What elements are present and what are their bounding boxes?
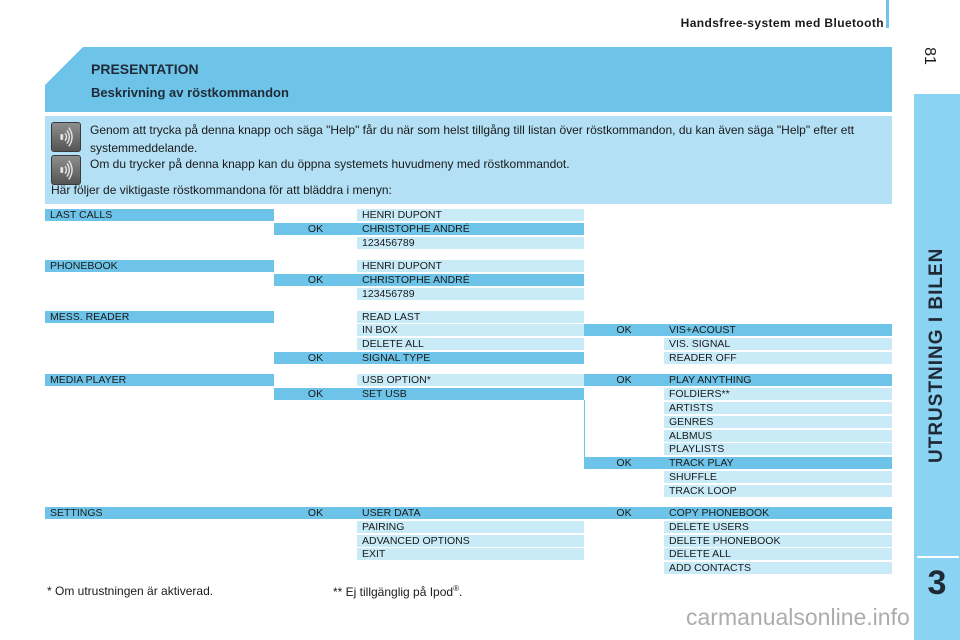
menu-item: SIGNAL TYPE bbox=[357, 352, 584, 364]
submenu-item: VIS. SIGNAL bbox=[664, 338, 892, 350]
ok-label: OK bbox=[584, 324, 664, 336]
connector-line bbox=[584, 400, 585, 458]
ok-label: OK bbox=[584, 374, 664, 386]
submenu-item: PLAY ANYTHING bbox=[664, 374, 892, 386]
menu-item: READ LAST bbox=[357, 311, 584, 323]
submenu-item: ARTISTS bbox=[664, 402, 892, 414]
submenu-item: PLAYLISTS bbox=[664, 443, 892, 455]
menu-item: CHRISTOPHE ANDRÉ bbox=[357, 223, 584, 235]
footnote-equipment: * Om utrustningen är aktiverad. bbox=[47, 584, 214, 598]
menu-item: 123456789 bbox=[357, 288, 584, 300]
footnote-ipod-end: . bbox=[459, 585, 463, 599]
menu-item: SET USB bbox=[357, 388, 584, 400]
submenu-item: FOLDIERS** bbox=[664, 388, 892, 400]
submenu-item: ALBMUS bbox=[664, 430, 892, 442]
submenu-item: DELETE USERS bbox=[664, 521, 892, 533]
menu-label-mess-reader: MESS. READER bbox=[45, 311, 274, 323]
menu-item: HENRI DUPONT bbox=[357, 209, 584, 221]
section-title: PRESENTATION bbox=[91, 61, 199, 77]
menu-label-phonebook: PHONEBOOK bbox=[45, 260, 274, 272]
menu-item: HENRI DUPONT bbox=[357, 260, 584, 272]
menu-item: IN BOX bbox=[357, 324, 584, 336]
submenu-item: TRACK LOOP bbox=[664, 485, 892, 497]
ok-label: OK bbox=[274, 352, 357, 364]
sidebar-divider bbox=[917, 556, 959, 558]
header-rule bbox=[886, 0, 889, 28]
watermark: carmanualsonline.info bbox=[686, 604, 910, 630]
submenu-item: VIS+ACOUST bbox=[664, 324, 892, 336]
page-number: 81 bbox=[921, 47, 938, 65]
menu-item: 123456789 bbox=[357, 237, 584, 249]
menu-label-media-player: MEDIA PLAYER bbox=[45, 374, 274, 386]
registered-mark: ® bbox=[453, 584, 459, 593]
chapter-sidebar bbox=[914, 94, 960, 640]
menu-label-settings: SETTINGS bbox=[45, 507, 274, 519]
footnote-ipod bbox=[333, 584, 462, 599]
page-header-title: Handsfree-system med Bluetooth bbox=[680, 16, 884, 30]
intro-menu-text: Om du trycker på denna knapp kan du öppna systemets huvudmeny med röstkommandot. bbox=[90, 157, 570, 171]
footnote-ipod-text: ** Ej tillgänglig på Ipod bbox=[333, 585, 454, 599]
ok-label: OK bbox=[274, 223, 357, 235]
menu-item: CHRISTOPHE ANDRÉ bbox=[357, 274, 584, 286]
menu-item: PAIRING bbox=[357, 521, 584, 533]
menu-item: DELETE ALL bbox=[357, 338, 584, 350]
chapter-title: UTRUSTNING I BILEN bbox=[926, 247, 947, 463]
menu-label-last-calls: LAST CALLS bbox=[45, 209, 274, 221]
submenu-item: ADD CONTACTS bbox=[664, 562, 892, 574]
submenu-item: COPY PHONEBOOK bbox=[664, 507, 892, 519]
submenu-item: READER OFF bbox=[664, 352, 892, 364]
section-subtitle: Beskrivning av röstkommandon bbox=[91, 85, 289, 100]
intro-help-text: Genom att trycka på denna knapp och säga "Help" får du när som helst tillgång till listan över röstkommandon, du kan även säga "Help" efter ett systemmeddelande. bbox=[90, 123, 855, 155]
intro-list-text: Här följer de viktigaste röstkommandona för att bläddra i menyn: bbox=[51, 183, 392, 197]
menu-item: USER DATA bbox=[357, 507, 584, 519]
submenu-item: GENRES bbox=[664, 416, 892, 428]
voice-command-icon bbox=[51, 122, 81, 152]
submenu-item: DELETE PHONEBOOK bbox=[664, 535, 892, 547]
ok-label: OK bbox=[274, 274, 357, 286]
ok-label: OK bbox=[584, 457, 664, 469]
menu-item: USB OPTION* bbox=[357, 374, 584, 386]
ok-label: OK bbox=[274, 388, 357, 400]
chapter-number: 3 bbox=[927, 564, 947, 602]
section-banner bbox=[45, 47, 892, 112]
submenu-item: SHUFFLE bbox=[664, 471, 892, 483]
submenu-item: TRACK PLAY bbox=[664, 457, 892, 469]
ok-label: OK bbox=[274, 507, 357, 519]
ok-label: OK bbox=[584, 507, 664, 519]
submenu-item: DELETE ALL bbox=[664, 548, 892, 560]
menu-item: EXIT bbox=[357, 548, 584, 560]
menu-item: ADVANCED OPTIONS bbox=[357, 535, 584, 547]
